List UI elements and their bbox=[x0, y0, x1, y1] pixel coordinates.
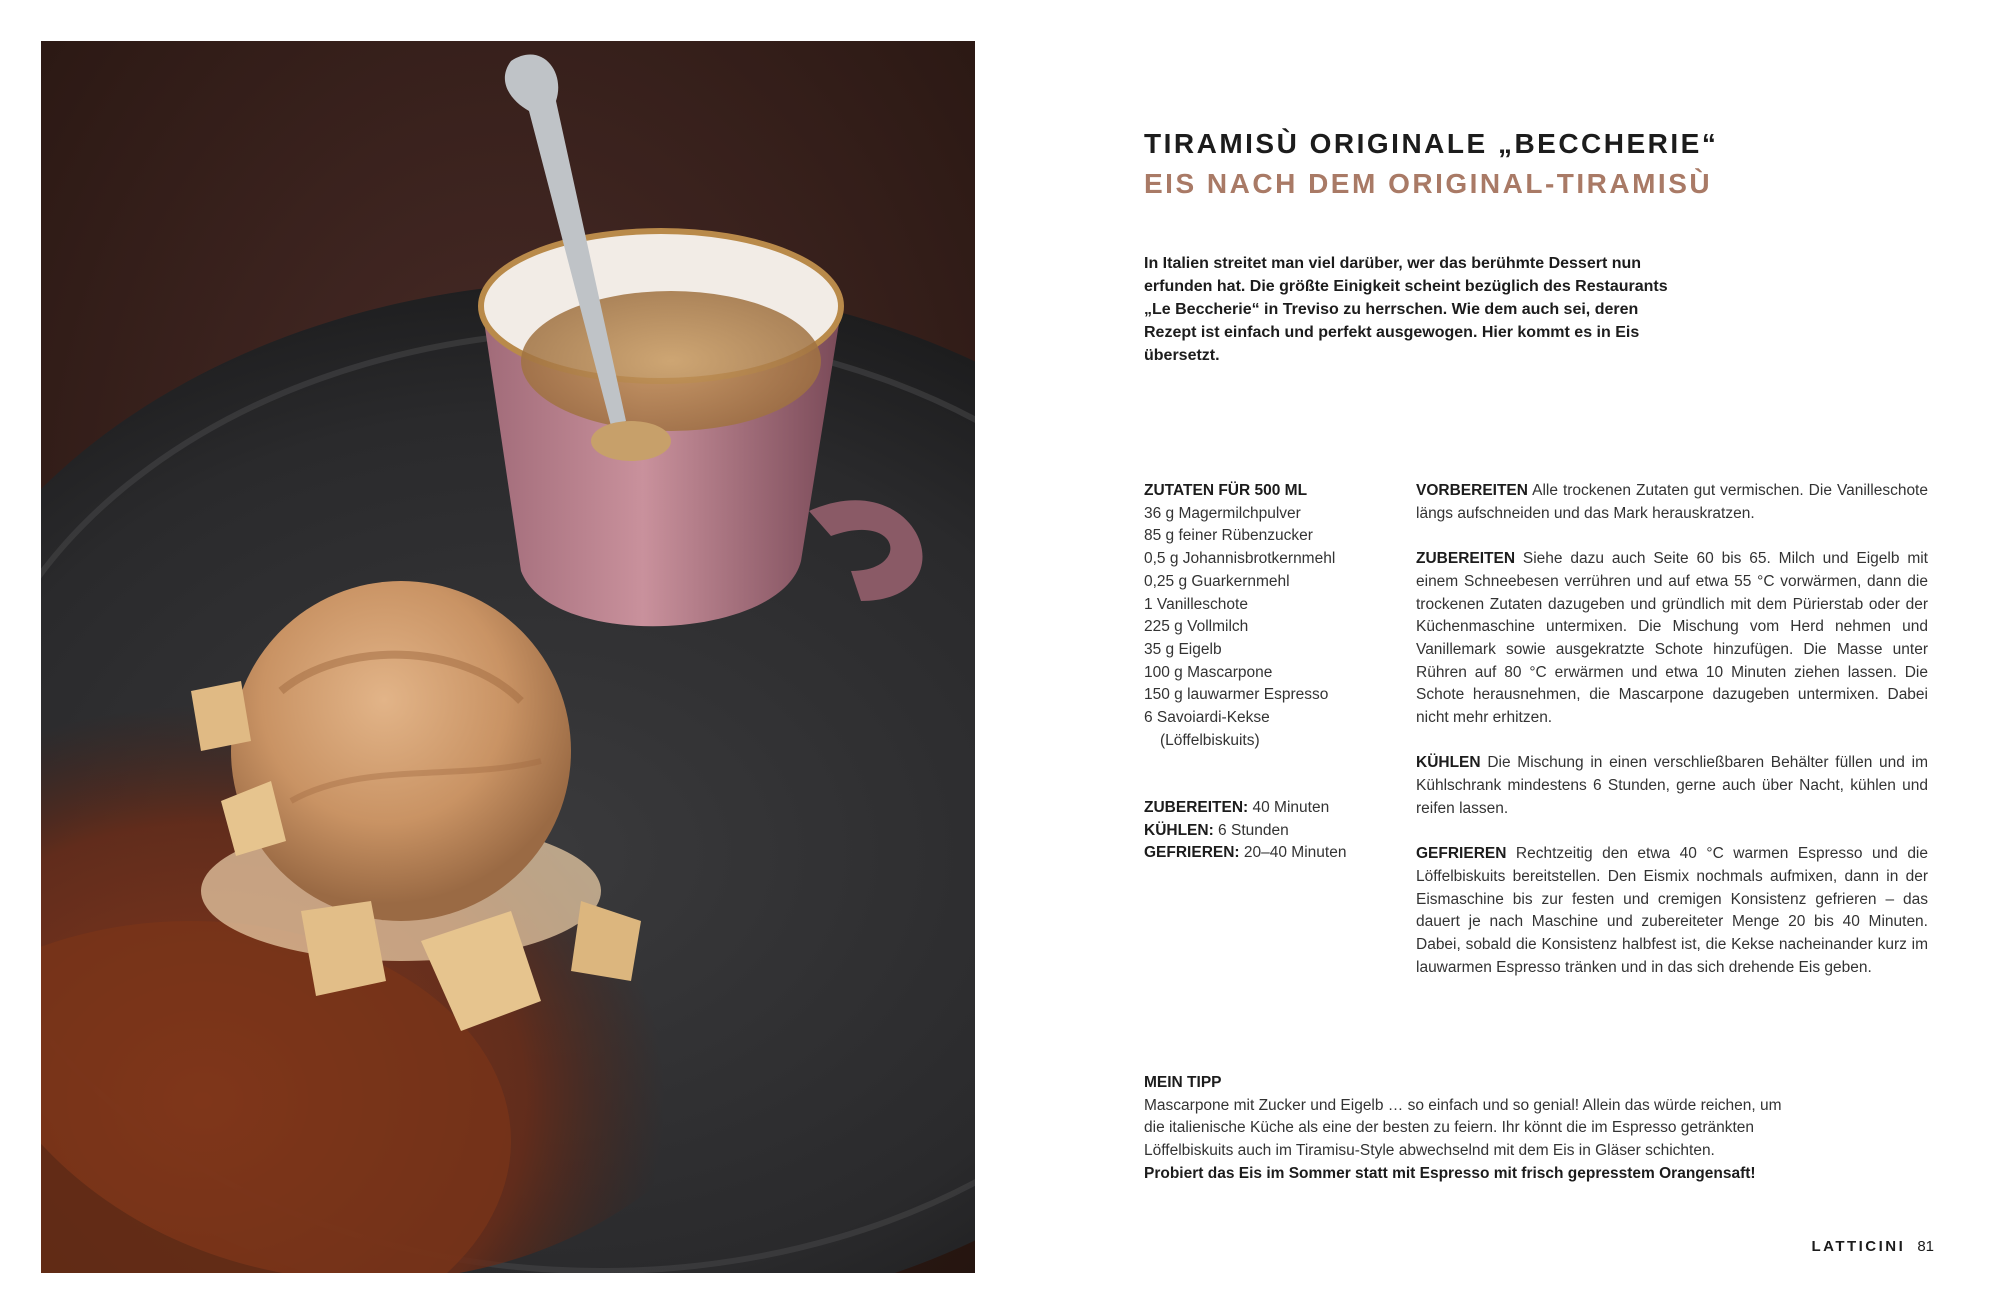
step-text: Alle trockenen Zutaten gut vermischen. Die Vanilleschote längs aufschneiden und das Mark herauskratzen. bbox=[1416, 482, 1928, 522]
recipe-page bbox=[1144, 0, 1934, 1294]
ingredients-heading: ZUTATEN FÜR 500 ML bbox=[1144, 482, 1308, 499]
ingredient-item: 100 g Mascarpone bbox=[1144, 663, 1273, 681]
ingredient-item: 0,5 g Johannisbrotkernmehl bbox=[1144, 550, 1336, 568]
time-row bbox=[1144, 842, 1346, 865]
tip-box bbox=[1144, 1072, 1804, 1186]
time-value: 40 Minuten bbox=[1248, 799, 1330, 816]
ingredients-list bbox=[1144, 503, 1394, 753]
ingredient-item: 0,25 g Guarkernmehl bbox=[1144, 572, 1290, 590]
recipe-title: TIRAMISÙ ORIGINALE „BECCHERIE“ bbox=[1144, 128, 1719, 159]
step-label: ZUBEREITEN bbox=[1416, 550, 1516, 568]
recipe-photo bbox=[41, 41, 975, 1273]
step-label: GEFRIEREN bbox=[1416, 845, 1507, 863]
tip-closing: Probiert das Eis im Sommer statt mit Espresso mit frisch gepresstem Orangensaft! bbox=[1144, 1164, 1756, 1182]
instructions-section bbox=[1416, 480, 1928, 1002]
section-name: LATTICINI bbox=[1811, 1238, 1906, 1255]
step-prepare bbox=[1416, 480, 1928, 525]
ingredient-item: 6 Savoiardi-Kekse bbox=[1144, 709, 1270, 727]
ingredient-item: 150 g lauwarmer Espresso bbox=[1144, 686, 1329, 704]
step-label: VORBEREITEN bbox=[1416, 482, 1528, 499]
step-cook bbox=[1416, 548, 1928, 730]
ingredient-item: 85 g feiner Rübenzucker bbox=[1144, 527, 1313, 545]
time-value: 20–40 Minuten bbox=[1239, 844, 1347, 862]
page-footer bbox=[1811, 1238, 1934, 1255]
step-text: Siehe dazu auch Seite 60 bis 65. Milch und Eigelb mit einem Schneebesen verrühren und auf etwa 55 °C vorwärmen, dann die trockenen Zutaten dazugeben und gründlich mit dem Pürierstab oder der Küchenmaschine untermixen. Die Mischung vom Herd nehmen und Vanillemark sowie ausgekratzte Schote hinzufügen. Die Masse unter Rühren auf 80 °C erwärmen und etwa 10 Minuten ziehen lassen. Die Schote herausnehmen, die Mascarpone dazugeben untermixen. Dabei nicht mehr erhitzen. bbox=[1416, 550, 1928, 727]
step-text: Rechtzeitig den etwa 40 °C warmen Espresso und die Löffelbiskuits bereitstellen. Den Eismix nochmals aufmixen, dann in der Eismaschine bis zur festen und cremigen Konsistenz gefrieren – das dauert je nach Maschine und zubereiteter Menge 20 bis 40 Minuten. Dabei, sobald die Konsistenz halbfest ist, die Kekse nacheinander kurz im lauwarmen Espresso tränken und in das sich drehende Eis geben. bbox=[1416, 845, 1928, 976]
recipe-intro: In Italien streitet man viel darüber, wer das berühmte Dessert nun erfunden hat. Die größte Einigkeit scheint bezüglich des Restaurants „Le Beccherie“ in Treviso zu herrschen. Wie dem auch sei, deren Rezept ist einfach und perfekt ausgewogen. Hier kommt es in Eis übersetzt. bbox=[1144, 255, 1668, 364]
ice-cream-photo-icon bbox=[41, 41, 975, 1273]
time-row bbox=[1144, 820, 1346, 843]
step-chill bbox=[1416, 752, 1928, 820]
ingredient-item: 36 g Magermilchpulver bbox=[1144, 504, 1301, 522]
ingredient-item: (Löffelbiskuits) bbox=[1160, 731, 1260, 749]
tip-heading: MEIN TIPP bbox=[1144, 1074, 1222, 1091]
ingredient-item: 35 g Eigelb bbox=[1144, 640, 1222, 658]
tip-text: Mascarpone mit Zucker und Eigelb … so einfach und so genial! Allein das würde reichen, um die italienische Küche als eine der besten zu feiern. Ihr könnt die im Espresso getränkten Löffelbiskuits auch im Tiramisu-Style abwechselnd mit dem Eis in Gläser schichten. bbox=[1144, 1096, 1782, 1160]
step-text: Die Mischung in einen verschließbaren Behälter füllen und im Kühlschrank mindestens 6 Stunden, gerne auch über Nacht, kühlen und reifen lassen. bbox=[1416, 754, 1928, 817]
time-value: 6 Stunden bbox=[1213, 821, 1289, 839]
page-number: 81 bbox=[1917, 1238, 1934, 1255]
time-label: GEFRIEREN: bbox=[1144, 844, 1240, 862]
ingredient-item: 1 Vanilleschote bbox=[1144, 595, 1248, 613]
recipe-subtitle: EIS NACH DEM ORIGINAL-TIRAMISÙ bbox=[1144, 168, 1713, 199]
time-label: ZUBEREITEN: bbox=[1144, 799, 1249, 816]
ingredients-section bbox=[1144, 480, 1394, 752]
step-label: KÜHLEN bbox=[1416, 754, 1481, 772]
time-row bbox=[1144, 797, 1346, 820]
time-label: KÜHLEN: bbox=[1144, 821, 1214, 839]
ingredient-item: 225 g Vollmilch bbox=[1144, 618, 1249, 636]
step-freeze bbox=[1416, 843, 1928, 979]
time-section bbox=[1144, 797, 1346, 865]
